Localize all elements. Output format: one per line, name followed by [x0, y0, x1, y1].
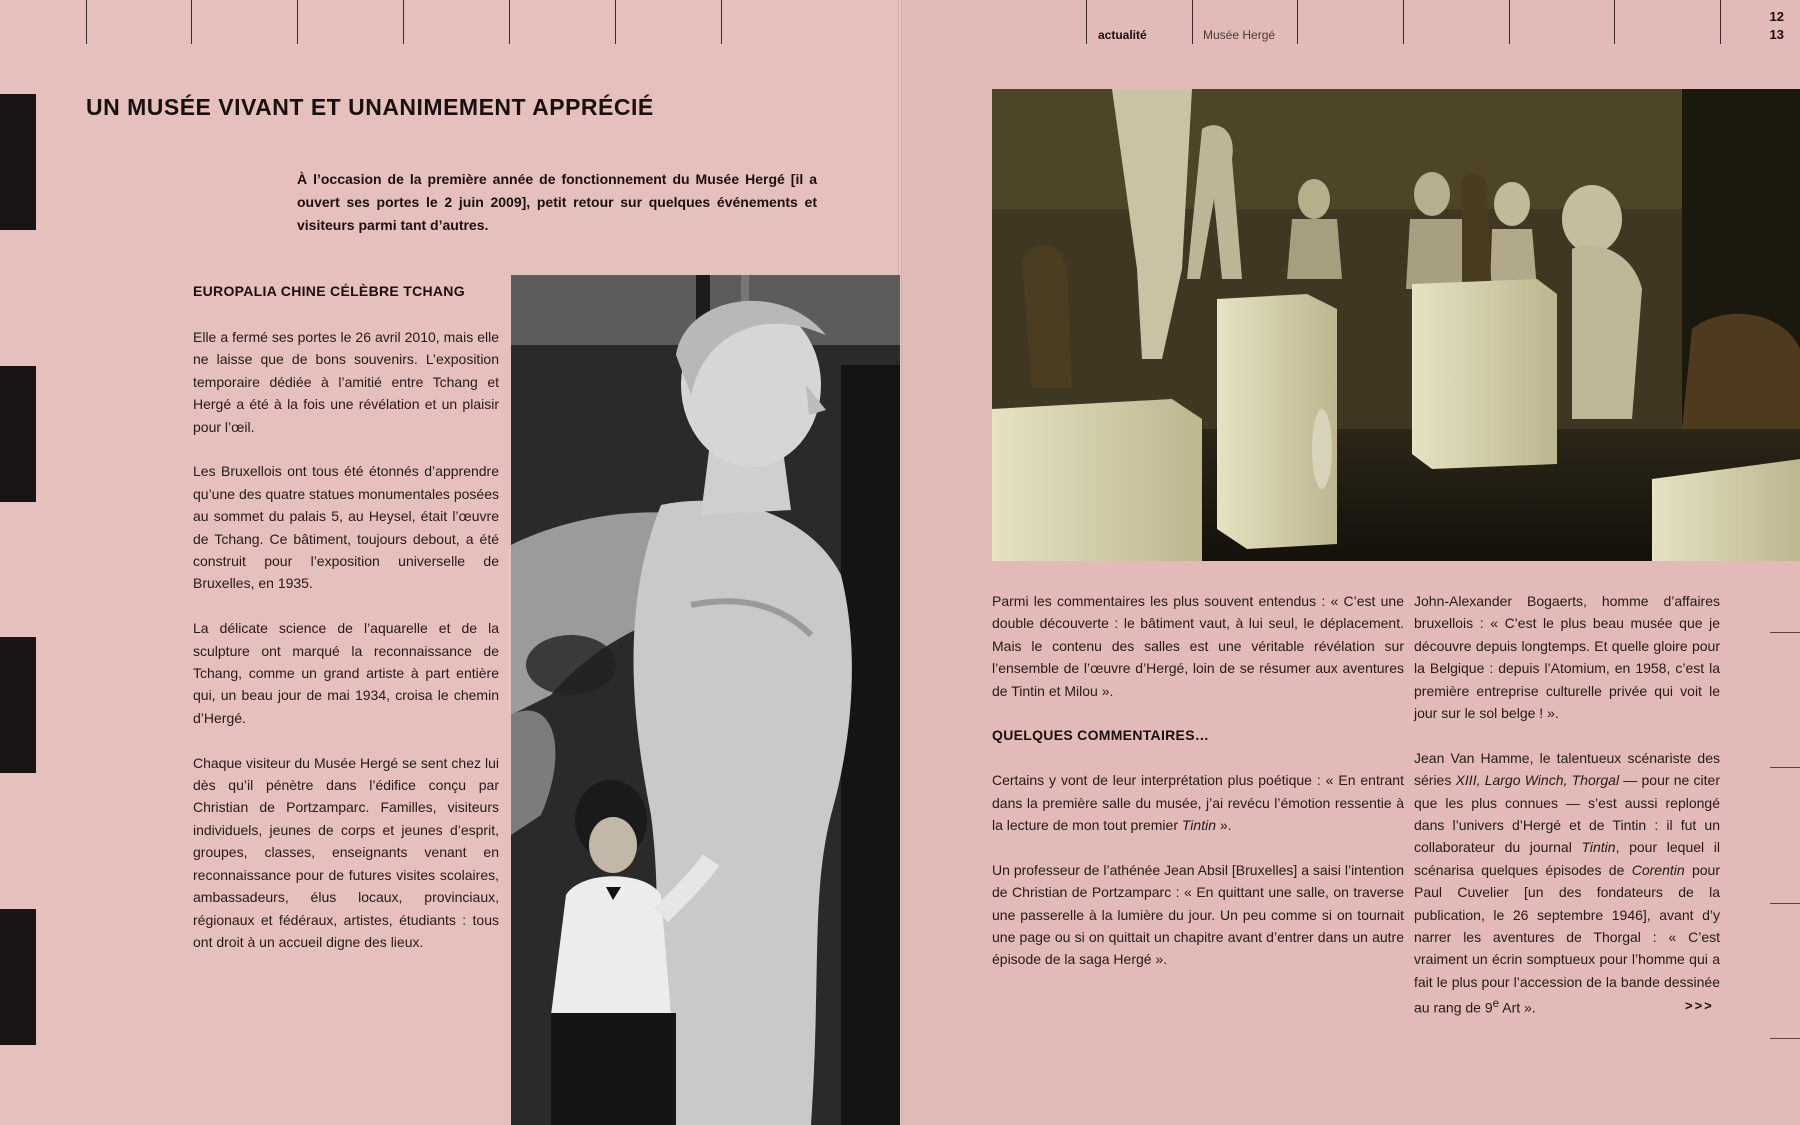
edge-dash — [1770, 1038, 1800, 1039]
header-tick — [1086, 0, 1087, 44]
paragraph-text: Jean Van Hamme, le talentueux scénariste des séries — [1414, 749, 1720, 789]
paragraph — [992, 769, 1404, 836]
header-tick — [1720, 0, 1721, 44]
header-tick — [1403, 0, 1404, 44]
italic-title: XIII, Largo Winch, Thorgal — [1455, 772, 1620, 789]
superscript: e — [1492, 997, 1500, 1011]
continue-marker: >>> — [1685, 998, 1714, 1013]
article-title: UN MUSÉE VIVANT ET UNANIMEMENT APPRÉCIÉ — [86, 94, 654, 120]
header-tick — [721, 0, 722, 44]
paragraph — [1414, 747, 1720, 1020]
paragraph-text: Art ». — [1499, 999, 1536, 1016]
edge-dash — [1770, 767, 1800, 768]
italic-title: Corentin — [1631, 861, 1685, 878]
paragraph: Un professeur de l’athénée Jean Absil [Bruxelles] a saisi l’intention de Christian de Portzamparc : « En quittant une salle, on traverse une passerelle à la lumière du jour. Un peu comme si on tournait une page ou si on quittait un chapitre avant d’entrer dans un autre épisode de la saga Hergé ». — [992, 861, 1404, 968]
paragraph: John-Alexander Bogaerts, homme d’affaires bruxellois : « C’est le plus beau musée que je découvre depuis longtemps. Et quelle gloire pour la Belgique : depuis l’Atomium, en 1958, c’est la première entreprise culturelle privée qui voit le jour sur le sol belge ! ». — [1414, 593, 1720, 722]
page-numbers — [1770, 8, 1784, 44]
statue-photo-illustration — [511, 275, 900, 1125]
page-number-right: 13 — [1769, 27, 1784, 42]
running-header-section: actualité — [1098, 28, 1147, 42]
running-header-title: Musée Hergé — [1203, 28, 1276, 42]
header-tick — [1614, 0, 1615, 44]
right-text-column-1 — [992, 590, 1404, 993]
edge-dash — [1770, 632, 1800, 633]
statue-sculptor-photo — [511, 275, 900, 1125]
header-tick — [1192, 0, 1193, 44]
paragraph-text: Certains y vont de leur interprétation plus poétique : « En entrant dans la première salle du musée, j’ai revécu l’émotion ressentie à la lecture de mon tout premier — [992, 772, 1404, 834]
museum-gallery-photo — [992, 89, 1800, 561]
paragraph-text: pour Paul Cuvelier [un des fondateurs de la publication, le 26 septembre 1946], avant d’y narrer les aventures de Thorgal : « C’est vraiment un écrin somptueux pour l’homme qui a fait le plus pour l’accession de la bande dessinée au rang de 9 — [1414, 861, 1720, 1016]
gallery-photo-illustration — [992, 89, 1800, 561]
edge-marker — [0, 94, 36, 230]
article-intro: À l’occasion de la première année de fonctionnement du Musée Hergé [il a ouvert ses portes le 2 juin 2009], petit retour sur quelques événements et visiteurs parmi tant d’autres. — [297, 171, 817, 233]
italic-title: Tintin — [1581, 839, 1616, 856]
paragraph-text: — pour ne citer que les plus connues — s’est aussi replongé dans l’univers d’Hergé et de Tintin : il fut un collaborateur du journal — [1414, 772, 1720, 856]
paragraph: Chaque visiteur du Musée Hergé se sent chez lui dès qu’il pénètre dans l’édifice conçu par Christian de Portzamparc. Familles, visiteurs individuels, jeunes de corps et jeunes d’esprit, groupes, classes, enseignants venant en reconnaissance pour de futures visites scolaires, ambassadeurs, élus locaux, provinciaux, régionaux et fédéraux, artistes, étudiants : tous ont droit à un accueil digne des lieux. — [193, 754, 499, 950]
paragraph: Parmi les commentaires les plus souvent entendus : « C’est une double découverte : le bâtiment vaut, à lui seul, le déplacement. Mais le contenu des salles est une véritable révélation sur l’ensemble de l’œuvre d’Hergé, loin de se résumer aux aventures de Tintin et Milou ». — [992, 593, 1404, 699]
header-tick — [403, 0, 404, 44]
header-tick — [297, 0, 298, 44]
paragraph: Elle a fermé ses portes le 26 avril 2010, mais elle ne laisse que de bons souvenirs. L’exposition temporaire dédiée à l’amitié entre Tchang et Hergé a été à la fois une révélation et un plaisir pour l’œil. — [193, 329, 499, 435]
edge-marker — [0, 909, 36, 1045]
paragraph: La délicate science de l’aquarelle et de la sculpture ont marqué la reconnaissance de Tchang, comme un grand artiste à part entière qui, un beau jour de mai 1934, croisa le chemin d’Hergé. — [193, 620, 499, 726]
header-tick — [1509, 0, 1510, 44]
right-text-column-2 — [1414, 590, 1720, 1042]
edge-marker — [0, 637, 36, 773]
paragraph-text: , pour lequel il scénarisa quelques épisodes de — [1414, 839, 1720, 878]
section-heading-europalia: EUROPALIA CHINE CÉLÈBRE TCHANG — [193, 283, 465, 299]
edge-dash — [1770, 903, 1800, 904]
page-number-left: 12 — [1769, 9, 1784, 24]
header-tick — [191, 0, 192, 44]
header-tick — [1297, 0, 1298, 44]
italic-title: Tintin — [1181, 817, 1216, 834]
left-text-column — [193, 326, 499, 976]
header-tick — [509, 0, 510, 44]
paragraph-text: ». — [1216, 817, 1232, 834]
edge-marker — [0, 366, 36, 502]
header-tick — [615, 0, 616, 44]
header-tick — [86, 0, 87, 44]
section-heading-comments: QUELQUES COMMENTAIRES… — [992, 727, 1210, 744]
paragraph: Les Bruxellois ont tous été étonnés d’apprendre qu’une des quatre statues monumentales posées au sommet du palais 5, au Heysel, était l’œuvre de Tchang. Ce bâtiment, toujours debout, a été construit pour l’exposition universelle de Bruxelles, en 1935. — [193, 463, 499, 592]
